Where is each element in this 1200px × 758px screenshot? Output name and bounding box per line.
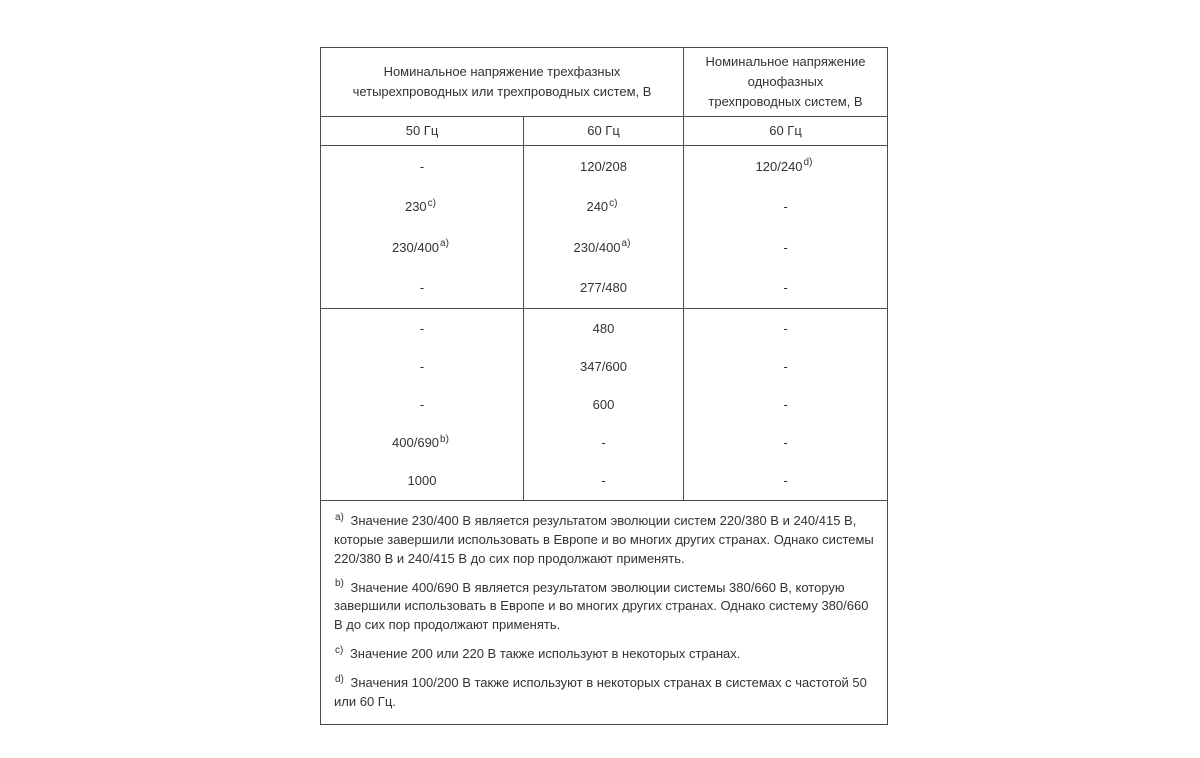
- voltage-entry: -: [419, 358, 425, 374]
- section2-col-60hz-single: [684, 309, 887, 500]
- footnotes-block: [321, 501, 887, 724]
- freq-header-60hz-single: 60 Гц: [769, 122, 802, 138]
- voltage-section-2: [321, 309, 887, 501]
- voltage-entry: 240$^{c)}$: [586, 197, 618, 215]
- footnote-marker: d): [335, 673, 344, 685]
- voltage-entry: 400/690$^{b)}$: [392, 433, 449, 451]
- table-header-row: [321, 48, 887, 117]
- voltage-entry: -: [419, 396, 425, 412]
- freq-header-50hz: 50 Гц: [321, 117, 524, 145]
- voltage-entry: 480: [592, 320, 615, 336]
- voltage-entry: 347/600: [580, 358, 627, 374]
- voltage-entry: -: [783, 280, 788, 296]
- voltage-entry: -: [419, 320, 425, 336]
- voltage-entry: -: [783, 199, 788, 215]
- voltage-entry: -: [601, 473, 606, 489]
- voltage-entry: -: [601, 435, 606, 451]
- footnote-marker: b): [335, 578, 344, 590]
- section1-col-60hz: [524, 146, 684, 308]
- footnote-ref: c): [609, 197, 618, 209]
- voltage-entry: -: [783, 358, 788, 374]
- footnote-ref: a): [440, 238, 449, 250]
- section1-col-60hz-single: [684, 146, 887, 308]
- voltage-entry: 120/240$^{d)}$: [755, 157, 813, 174]
- voltage-entry: 230$^{c)}$: [404, 197, 437, 215]
- voltage-entry: 1000: [407, 473, 437, 489]
- voltage-entry: 230/400$^{a)}$: [573, 238, 631, 255]
- voltage-entry: 120/208: [580, 158, 627, 174]
- voltage-entry: 277/480: [580, 280, 627, 296]
- footnote: $^{a)}$ Значение 230/400 В является результатом эволюции систем 220/380 В и 240/415 В, которые завершили использовать в Европе и во многих других странах. Однако системы 220/380 В и 240/415 В до сих пор продолжают применять.: [334, 511, 874, 566]
- footnote-ref: d): [803, 157, 813, 169]
- header-single-phase-systems: Номинальное напряжение однофазных трехпроводных систем, В: [705, 53, 866, 110]
- freq-header-60hz: 60 Гц: [524, 117, 684, 145]
- section1-col-50hz: [321, 146, 524, 308]
- footnote: $^{c)}$ Значение 200 или 220 В также используют в некоторых странах.: [335, 644, 741, 662]
- footnote-ref: c): [427, 197, 437, 209]
- voltage-entry: 230/400$^{a)}$: [392, 238, 449, 255]
- voltage-entry: -: [783, 396, 788, 412]
- footnote-ref: a): [621, 238, 631, 250]
- header-three-phase-systems: Номинальное напряжение трехфазных четырехпроводных или трехпроводных систем, В: [321, 48, 684, 116]
- voltage-entry: -: [783, 473, 788, 489]
- footnote-marker: a): [335, 511, 344, 523]
- voltage-entry: -: [419, 158, 425, 174]
- frequency-header-row: [321, 117, 887, 146]
- footnote-marker: c): [335, 644, 344, 656]
- footnote: $^{b)}$ Значение 400/690 В является результатом эволюции системы 380/660 В, которую завершили использовать в Европе и во многих других странах. Однако систему 380/660 В до сих пор продолжают применять.: [334, 578, 869, 633]
- footnote-ref: b): [440, 433, 449, 445]
- voltage-entry: -: [419, 280, 425, 296]
- section2-col-60hz: [524, 309, 684, 500]
- voltage-entry: -: [783, 435, 788, 451]
- voltage-entry: -: [783, 320, 788, 336]
- voltage-section-1: [321, 146, 887, 309]
- voltage-entry: -: [783, 239, 788, 255]
- section2-col-50hz: [321, 309, 524, 500]
- nominal-voltage-table: [320, 47, 888, 725]
- voltage-entry: 600: [592, 396, 615, 412]
- footnote: $^{d)}$ Значения 100/200 В также используют в некоторых странах в системах с частотой 50 или 60 Гц.: [334, 673, 867, 709]
